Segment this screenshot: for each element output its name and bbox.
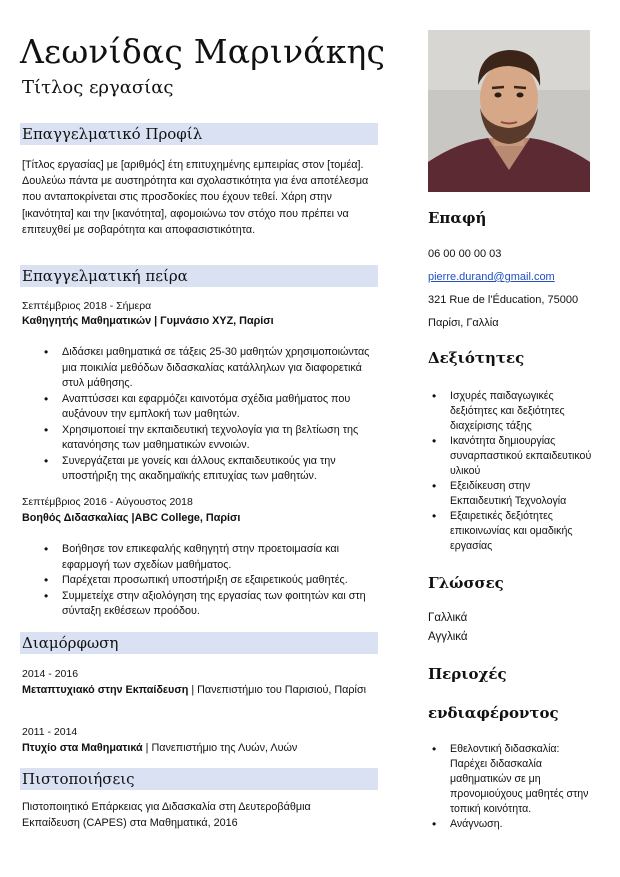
list-item: • Ανάγνωση. [428, 817, 593, 832]
interests-heading-line2: ενδιαφέροντος [428, 704, 559, 722]
certifications-heading: Πιστοποιήσεις [20, 768, 378, 790]
job-role: Βοηθός Διδασκαλίας |ABC College, Παρίσι [22, 512, 241, 524]
edu-school: | Πανεπιστήμιο του Παρισιού, Παρίσι [188, 684, 367, 696]
list-item: • Ισχυρές παιδαγωγικές δεξιότητες και δεξιότητες διαχείρισης τάξης [428, 389, 593, 434]
list-item: • Εθελοντική διδασκαλία: Παρέχει διδασκαλία μαθηματικών σε μη προνομιούχους μαθητές στην τοπική κοινότητα. [428, 742, 593, 817]
list-item: • Αναπτύσσει και εφαρμόζει καινοτόμα σχέδια μαθήματος που αυξάνουν την εμπλοκή των μαθητών. [40, 392, 375, 423]
list-item: • Ικανότητα δημιουργίας συναρπαστικού εκπαιδευτικού υλικού [428, 434, 593, 479]
contact-email-link[interactable]: pierre.durand@gmail.com [428, 271, 555, 283]
profile-text: [Τίτλος εργασίας] με [αριθμός] έτη επιτυχημένης εμπειρίας στον [τομέα]. Δουλεύω πάντα με αυστηρότητα και σχολαστικότητα για ένα αποτέλεσμα που ανταποκρίνεται στις προσδοκίες που έχουν τεθεί. Χάρη στην [ικανότητα] και την [ικανότητα], αφομοιώνω τον στόχο που πρέπει να επιτευχθεί με σοβαρότητα και αποφασιστικότητα. [22, 159, 369, 236]
interests-heading-line1: Περιοχές [428, 665, 507, 683]
contact-address-line2: Παρίσι, Γαλλία [428, 317, 499, 329]
skills-heading: Δεξιότητες [428, 349, 525, 367]
list-item: • Διδάσκει μαθηματικά σε τάξεις 25-30 μαθητών χρησιμοποιώντας μια ποικιλία μεθόδων διδασκαλίας κατάλληλων για διαφορετικά στυλ μάθησης. [40, 345, 375, 392]
list-item: • Βοήθησε τον επικεφαλής καθηγητή στην προετοιμασία και εφαρμογή των σχεδίων μαθήματος. [40, 542, 375, 573]
list-item: • Εξαιρετικές δεξιότητες επικοινωνίας και ομαδικής εργασίας [428, 509, 593, 554]
list-item: • Συνεργάζεται με γονείς και άλλους εκπαιδευτικούς για την υποστήριξη της ακαδημαϊκής επιτυχίας των μαθητών. [40, 454, 375, 485]
contact-heading: Επαφή [428, 209, 487, 227]
list-item: • Χρησιμοποιεί την εκπαιδευτική τεχνολογία για τη βελτίωση της κατανόησης των μαθηματικών εννοιών. [40, 423, 375, 454]
certifications-text: Πιστοποιητικό Επάρκειας για Διδασκαλία στη Δευτεροβάθμια Εκπαίδευση (CAPES) στα Μαθηματικά, 2016 [22, 801, 311, 830]
job-bullets [40, 345, 375, 485]
edu-entry [22, 682, 378, 699]
edu-entry [22, 740, 378, 757]
profile-heading: Επαγγελματικό Προφίλ [20, 123, 378, 145]
job-date: Σεπτέμβριος 2016 - Αύγουστος 2018 [22, 496, 193, 508]
language-item: Αγγλικά [428, 631, 468, 643]
job-date: Σεπτέμβριος 2018 - Σήμερα [22, 300, 152, 312]
portrait-image [428, 30, 590, 192]
job-role: Καθηγητής Μαθηματικών | Γυμνάσιο XYZ, Παρίσι [22, 315, 274, 327]
list-item: • Παρέχεται προσωπική υποστήριξη σε εξαιρετικούς μαθητές. [40, 573, 375, 589]
contact-address-line1: 321 Rue de l'Éducation, 75000 [428, 294, 579, 306]
languages-heading: Γλώσσες [428, 574, 504, 592]
person-name: Λεωνίδας Μαρινάκης [20, 32, 386, 71]
language-item: Γαλλικά [428, 612, 468, 624]
contact-phone: 06 00 00 00 03 [428, 248, 502, 260]
edu-years: 2014 - 2016 [22, 668, 79, 680]
list-item: • Συμμετείχε στην αξιολόγηση της εργασίας των φοιτητών και στη σύνταξη εκθέσεων προόδου. [40, 589, 375, 620]
experience-heading: Επαγγελματική πείρα [20, 265, 378, 287]
list-item: • Εξειδίκευση στην Εκπαιδευτική Τεχνολογία [428, 479, 593, 509]
profile-photo [428, 30, 590, 192]
skills-list [428, 389, 593, 554]
interests-list [428, 742, 593, 832]
job-bullets [40, 542, 375, 620]
education-heading: Διαμόρφωση [20, 632, 378, 654]
edu-degree: Πτυχίο στα Μαθηματικά [22, 742, 143, 754]
edu-years: 2011 - 2014 [22, 726, 78, 738]
edu-school: | Πανεπιστήμιο της Λυών, Λυών [142, 742, 298, 754]
edu-degree: Μεταπτυχιακό στην Εκπαίδευση [22, 684, 189, 696]
job-title: Τίτλος εργασίας [22, 77, 174, 98]
